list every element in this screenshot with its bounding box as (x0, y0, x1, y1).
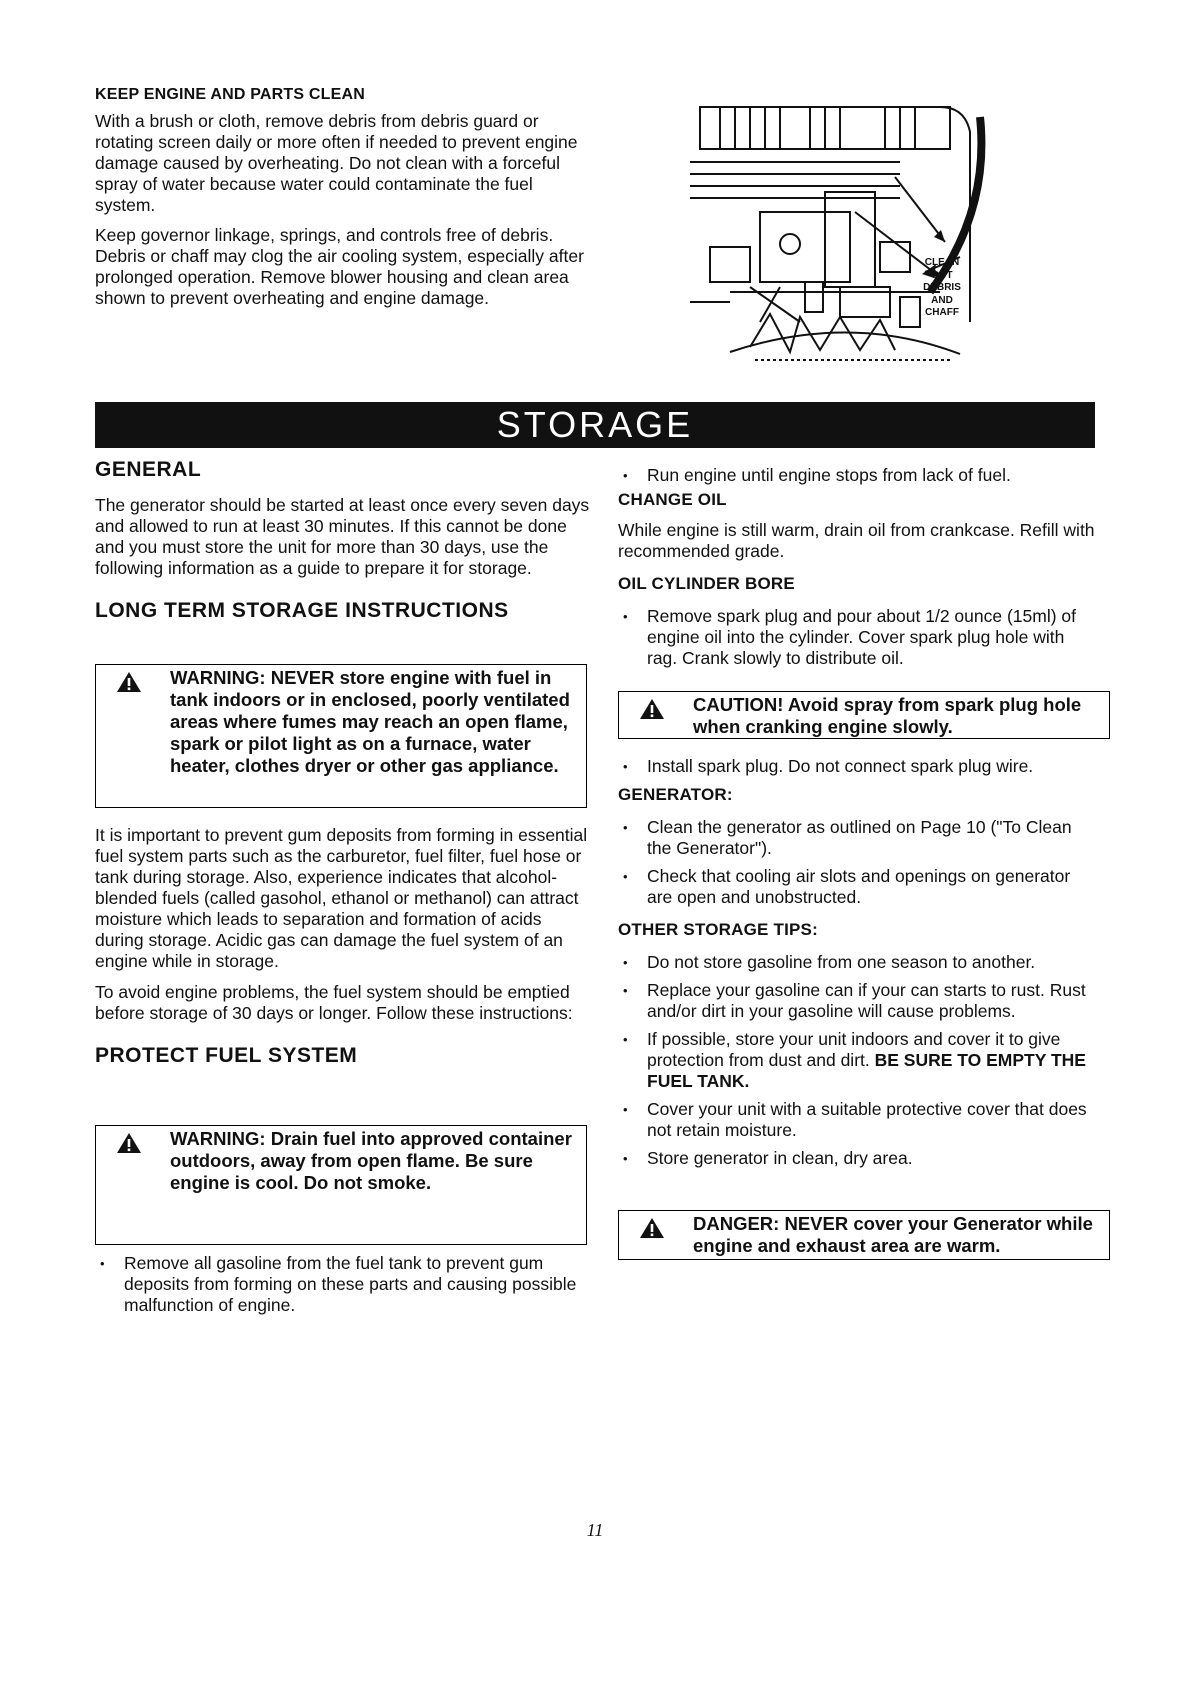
install-list (618, 756, 1098, 777)
generator-heading: GENERATOR: (618, 785, 733, 804)
bullet-install-spark-plug: • Install spark plug. Do not connect spark plug wire. (618, 756, 1098, 777)
tip-protective-cover: • Cover your unit with a suitable protective cover that does not retain moisture. (618, 1099, 1098, 1141)
warning-icon (639, 698, 665, 720)
page-number: 11 (586, 1520, 604, 1540)
storage-tips-list (618, 952, 1098, 1169)
avoid-problems-text: To avoid engine problems, the fuel system should be emptied before storage of 30 days or longer. Follow these instructions: (95, 982, 573, 1023)
clean-heading: KEEP ENGINE AND PARTS CLEAN (95, 86, 366, 103)
warning-icon (639, 1217, 665, 1239)
storage-tips-heading: OTHER STORAGE TIPS: (618, 920, 818, 939)
run-engine-list (618, 465, 1098, 486)
clean-para-2: Keep governor linkage, springs, and controls free of debris. Debris or chaff may clog the air cooling system, especially after prolonged operation. Remove blower housing and clean area shown to prevent overheating and engine damage. (95, 225, 584, 308)
oil-cylinder-heading: OIL CYLINDER BORE (618, 574, 795, 593)
left-column-middle (95, 825, 590, 1068)
general-heading: GENERAL (95, 458, 202, 481)
clean-section (95, 86, 595, 309)
warning-box-drain-fuel (95, 1125, 587, 1245)
gum-deposits-text: It is important to prevent gum deposits from forming in essential fuel system parts such as the carburetor, fuel filter, fuel hose or tank during storage. Also, experience indicates that alcohol-blended fuels (called gasohol, ethanol or methanol) can attract moisture which leads to separation and formation of acids during storage. Acidic gas can damage the fuel system of an engine while in storage. (95, 825, 588, 971)
callout-line-2: OUT (931, 269, 953, 281)
warning-icon (116, 1132, 142, 1154)
storage-title: STORAGE (496, 404, 694, 445)
protect-fuel-heading: PROTECT FUEL SYSTEM (95, 1044, 358, 1067)
bullet-remove-gasoline: • Remove all gasoline from the fuel tank to prevent gum deposits from forming on these parts and causing possible malfunction of engine. (95, 1253, 590, 1316)
engine-illustration (690, 92, 1060, 392)
right-column-lower (618, 756, 1098, 1176)
warning-box-fuel-storage (95, 664, 587, 808)
bullet-run-engine: • Run engine until engine stops from lack of fuel. (618, 465, 1098, 486)
callout-line-5: CHAFF (925, 307, 959, 318)
change-oil-text: While engine is still warm, drain oil from crankcase. Refill with recommended grade. (618, 520, 1095, 561)
general-text: The generator should be started at least once every seven days and allowed to run at least 30 minutes. If this cannot be done and you must store the unit for more than 30 days, use the following information as a guide to prepare it for storage. (95, 495, 590, 578)
right-column (618, 465, 1098, 676)
tip-replace-can: • Replace your gasoline can if your can starts to rust. Rust and/or dirt in your gasoline will cause problems. (618, 980, 1098, 1022)
clean-para-1: With a brush or cloth, remove debris from debris guard or rotating screen daily or more often if needed to prevent engine damage caused by overheating. Do not clean with a forceful spray of water because water could contaminate the fuel system. (95, 111, 578, 215)
warning-text-fuel-storage: WARNING: NEVER store engine with fuel in tank indoors or in enclosed, poorly ventilated areas where fumes may reach an open flame, spark or pilot light as on a furnace, water heater, clothes dryer or other gas appliance. (170, 667, 570, 776)
left-column (95, 458, 590, 623)
danger-box-cover (618, 1210, 1110, 1260)
warning-icon (116, 671, 142, 693)
change-oil-heading: CHANGE OIL (618, 490, 727, 509)
caution-box-spark-plug (618, 691, 1110, 739)
bullet-clean-generator: • Clean the generator as outlined on Page 10 ("To Clean the Generator"). (618, 817, 1098, 859)
tip-store-indoors (618, 1029, 1098, 1092)
bullet-cooling-slots: • Check that cooling air slots and openings on generator are open and unobstructed. (618, 866, 1098, 908)
tip-clean-dry-area: • Store generator in clean, dry area. (618, 1148, 1098, 1169)
tip-gasoline-season: • Do not store gasoline from one season to another. (618, 952, 1098, 973)
danger-text: DANGER: NEVER cover your Generator while engine and exhaust area are warm. (693, 1213, 1093, 1256)
spark-plug-list (618, 606, 1098, 669)
callout-line-3: DEBRIS (923, 282, 961, 293)
tip-empty-tank: BE SURE TO EMPTY THE FUEL TANK. (647, 1050, 1086, 1091)
long-term-heading: LONG TERM STORAGE INSTRUCTIONS (95, 599, 509, 622)
warning-text-drain-fuel: WARNING: Drain fuel into approved container outdoors, away from open flame. Be sure engine is cool. Do not smoke. (170, 1128, 572, 1193)
storage-banner (95, 402, 1095, 448)
callout-line-4: AND (931, 294, 953, 306)
left-bullets (95, 1253, 590, 1323)
callout-line-1: CLEAN (924, 257, 960, 268)
tip-store-indoors-text: If possible, store your unit indoors and cover it to give protection from dust and dirt. (647, 1029, 1061, 1070)
generator-list (618, 817, 1098, 908)
figure-callout (912, 257, 972, 320)
caution-text: CAUTION! Avoid spray from spark plug hole when cranking engine slowly. (693, 694, 1082, 737)
engine-drawing (690, 92, 1060, 392)
bullet-remove-spark-plug: • Remove spark plug and pour about 1/2 ounce (15ml) of engine oil into the cylinder. Cover spark plug hole with rag. Crank slowly to distribute oil. (618, 606, 1098, 669)
